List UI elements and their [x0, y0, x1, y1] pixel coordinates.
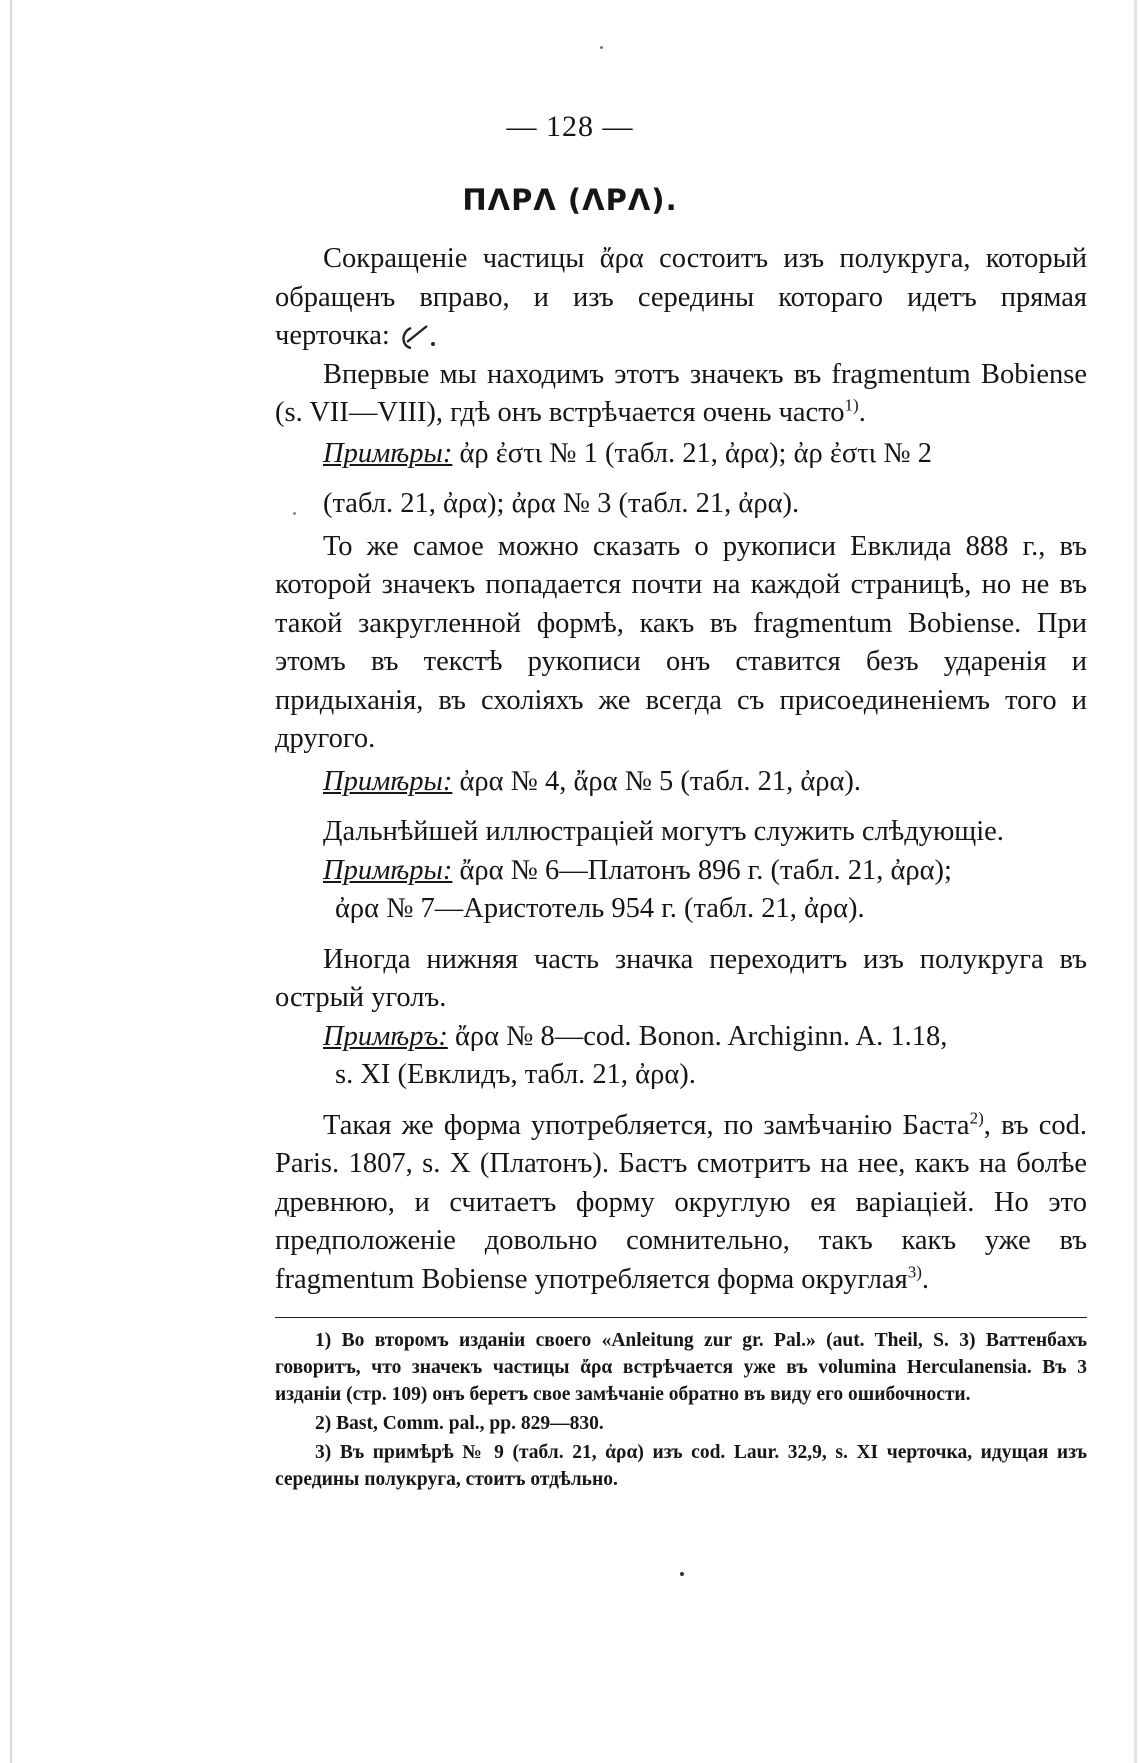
footnote-divider: [275, 1317, 1087, 1318]
example-1-continuation: [275, 485, 1087, 524]
example-4: [275, 1018, 1087, 1057]
paragraph-3-text: То же самое можно сказать о рукописи Евклида 888 г., въ которой значекъ попадается почти на каждой страницѣ, но не въ такой закругленной формѣ, какъ въ fragmentum Bobiense. При этомъ въ текстѣ рукописи онъ ставится безъ ударенія и придыханія, въ схоліяхъ же всегда съ присоединеніемъ того и другого.: [275, 530, 1087, 754]
scan-speck: [600, 46, 603, 49]
example-3: [275, 852, 1087, 891]
example-4-cont-text: s. XI (Евклидъ, табл. 21, ἀρα).: [335, 1059, 696, 1090]
footnote-ref-1[interactable]: 1): [844, 395, 859, 415]
example-4-continuation: [275, 1056, 1087, 1095]
paragraph-4-text: Дальнѣйшей иллюстраціей могутъ служить слѣдующіе.: [323, 816, 1004, 847]
footnote-3: 3) Въ примѣрѣ № 9 (табл. 21, ἀρα) изъ cod. Laur. 32,9, s. XI черточка, идущая изъ середины полукруга, стоитъ отдѣльно.: [275, 1442, 1087, 1490]
page-number: — 128 —: [506, 110, 634, 143]
paragraph-3: [275, 528, 1087, 759]
page-edge-shadow-right: [1134, 0, 1137, 1763]
example-4-text: ἄρα № 8—cod. Bonon. Archiginn. A. 1.18,: [454, 1020, 948, 1052]
footnotes: [275, 1327, 1087, 1493]
footnote-ref-3[interactable]: 3): [907, 1262, 922, 1281]
example-3-label: Примѣры:: [323, 854, 453, 886]
example-3-cont-text: ἀρα № 7—Аристотель 954 г. (табл. 21, ἀρα).: [335, 893, 865, 924]
body-text: [275, 240, 1087, 1299]
paragraph-1-text: Сокращеніе частицы ἄρα состоитъ изъ полукруга, который обращенъ вправо, и изъ середины котораго идетъ прямая черточка:: [275, 243, 1087, 351]
paragraph-6-end: .: [921, 1263, 930, 1295]
footnote-2: 2) Bast, Comm. pal., pp. 829—830.: [315, 1413, 604, 1434]
paragraph-6-text-a: Такая же форма употребляется, по замѣчанію Баста: [323, 1109, 970, 1141]
example-1-cont-text: (табл. 21, ἀρα); ἀρα № 3 (табл. 21, ἀρα).: [323, 488, 800, 519]
paragraph-2: [275, 356, 1087, 433]
section-title: ПΛΡΛ (ΛΡΛ).: [462, 183, 678, 217]
example-4-label: Примѣръ:: [323, 1020, 448, 1052]
footnote-ref-2[interactable]: 2): [969, 1108, 984, 1127]
scan-speck: [293, 512, 296, 515]
example-3-continuation: [275, 890, 1087, 929]
paragraph-2-end: .: [858, 397, 866, 428]
paragraph-1: [275, 240, 1087, 356]
paragraph-6-text-b: , въ cod. Paris. 1807, s. X (Платонъ). Бастъ смотритъ на нее, какъ на болѣе древнюю, и считаетъ форму округлую ея варіаціей. Но это предположеніе довольно сомнительно, такъ какъ уже въ fragmentum Bobiense употребляется форма округлая: [275, 1109, 1088, 1295]
scan-speck: [680, 1572, 684, 1576]
example-3-text: ἄρα № 6—Платонъ 896 г. (табл. 21, ἀρα);: [459, 854, 952, 886]
paragraph-5: [275, 941, 1087, 1018]
footnote-1: 1) Во второмъ изданіи своего «Anleitung zur gr. Pal.» (aut. Theil, S. 3) Ваттенбахъ говоритъ, что значекъ частицы ἄρα встрѣчается уже въ volumina Herculanensia. Въ 3 изданіи (стр. 109) онъ беретъ свое замѣчаніе обратно въ виду его ошибочности.: [275, 1330, 1087, 1405]
paragraph-4: [275, 813, 1087, 852]
paragraph-6: [275, 1107, 1087, 1300]
ara-abbreviation-sign-icon: [397, 320, 439, 354]
example-1: [275, 435, 1087, 474]
example-1-text: ἀρ ἐστι № 1 (табл. 21, ἀρα); ἀρ ἐστι № 2: [459, 437, 932, 469]
example-1-label: Примѣры:: [323, 437, 453, 469]
page-edge-shadow: [10, 0, 12, 1763]
paragraph-5-text: Иногда нижняя часть значка переходитъ изъ полукруга въ острый уголъ.: [275, 943, 1087, 1013]
paragraph-2-text: Впервые мы находимъ этотъ значекъ въ fragmentum Bobiense (s. VII—VIII), гдѣ онъ встрѣчается очень часто: [275, 358, 1087, 428]
example-2: [275, 763, 1087, 802]
example-2-text: ἀρα № 4, ἄρα № 5 (табл. 21, ἀρα).: [459, 765, 862, 797]
example-2-label: Примѣры:: [323, 765, 453, 797]
